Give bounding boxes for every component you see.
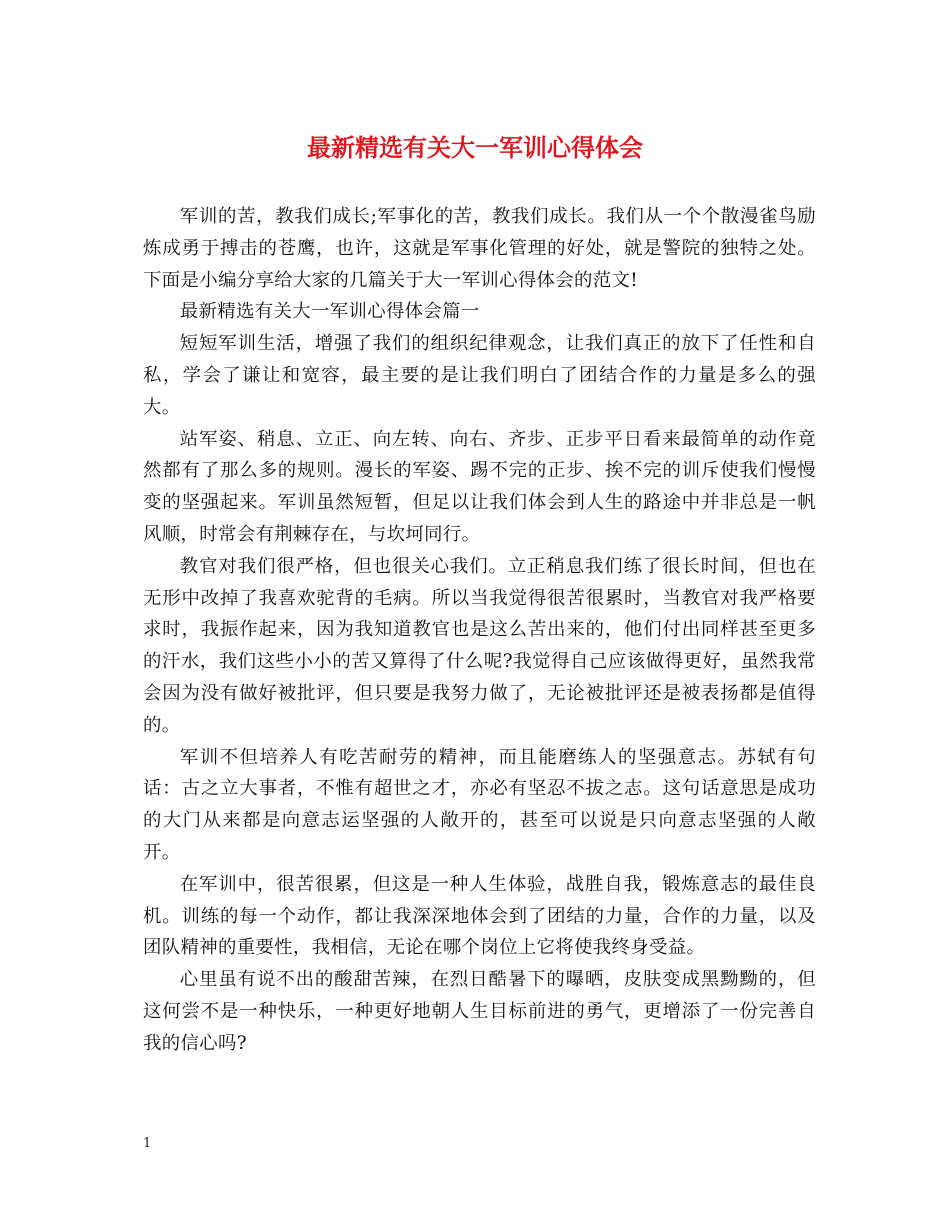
- paragraph: 教官对我们很严格，但也很关心我们。立正稍息我们练了很长时间，但也在无形中改掉了我喜欢驼背的毛病。所以当我觉得很苦很累时，当教官对我严格要求时，我振作起来，因为我知道教官也是这么苦出来的，他们付出同样甚至更多的汗水，我们这些小小的苦又算得了什么呢?我觉得自己应该做得更好，虽然我常会因为没有做好被批评，但只要是我努力做了，无论被批评还是被表扬都是值得的。: [143, 555, 816, 736]
- paragraph: 站军姿、稍息、立正、向左转、向右、齐步、正步平日看来最简单的动作竟然都有了那么多的规则。漫长的军姿、踢不完的正步、挨不完的训斥使我们慢慢变的坚强起来。军训虽然短暂，但足以让我们体会到人生的路途中并非总是一帆风顺，时常会有荆棘存在，与坎坷同行。: [143, 428, 816, 545]
- document-title: 最新精选有关大一军训心得体会: [307, 134, 643, 162]
- section-heading: 最新精选有关大一军训心得体会篇一: [179, 301, 480, 323]
- document-body: [143, 201, 816, 1060]
- paragraph: 军训不但培养人有吃苦耐劳的精神，而且能磨练人的坚强意志。苏轼有句话：古之立大事者，不惟有超世之才，亦必有坚忍不拔之志。这句话意思是成功的大门从来都是向意志运坚强的人敞开的，甚至可以说是只向意志坚强的人敞开。: [143, 746, 816, 863]
- page-number: 1: [143, 1136, 152, 1151]
- paragraph: 心里虽有说不出的酸甜苦辣，在烈日酷暑下的曝晒，皮肤变成黑黝黝的，但这何尝不是一种快乐，一种更好地朝人生目标前进的勇气，更增添了一份完善自我的信心吗?: [143, 969, 816, 1054]
- paragraph: 在军训中，很苦很累，但这是一种人生体验，战胜自我，锻炼意志的最佳良机。训练的每一个动作，都让我深深地体会到了团结的力量，合作的力量，以及团队精神的重要性，我相信，无论在哪个岗位上它将使我终身受益。: [143, 873, 816, 959]
- paragraph: 军训的苦，教我们成长;军事化的苦，教我们成长。我们从一个个散漫雀鸟励炼成勇于搏击的苍鹰，也许，这就是军事化管理的好处，就是警院的独特之处。下面是小编分享给大家的几篇关于大一军训心得体会的范文!: [143, 206, 816, 291]
- paragraph: 短短军训生活，增强了我们的组织纪律观念，让我们真正的放下了任性和自私，学会了谦让和宽容，最主要的是让我们明白了团结合作的力量是多么的强大。: [143, 333, 816, 418]
